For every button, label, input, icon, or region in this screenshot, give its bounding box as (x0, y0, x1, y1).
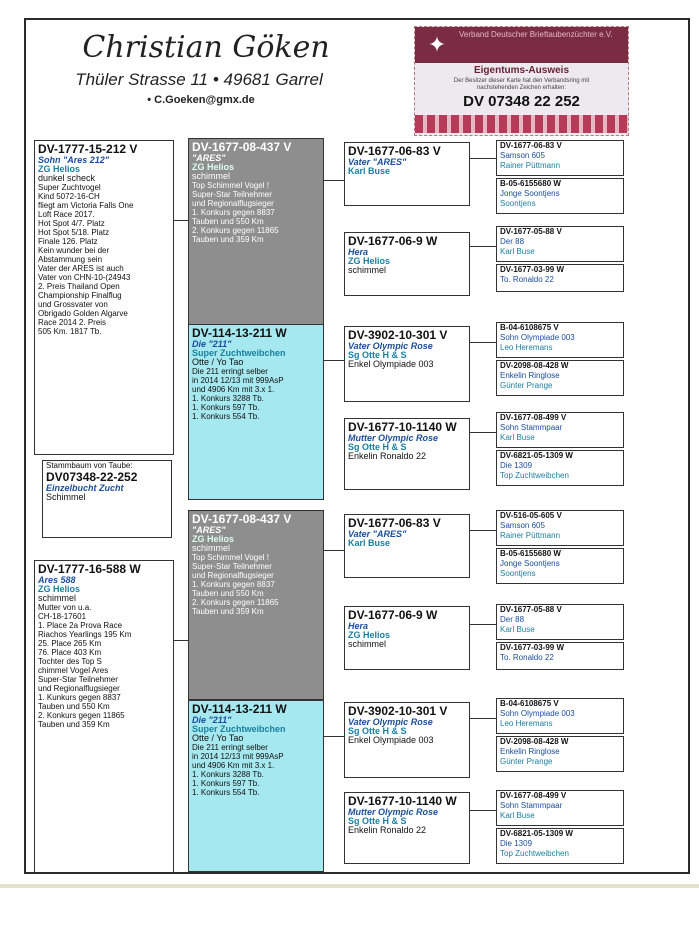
great-grandparent-box (344, 606, 470, 670)
grandparent-team: ZG Helios (192, 162, 235, 172)
great-grandparent-ring: DV-1677-10-1140 W (348, 794, 457, 808)
great-grandparent-team: ZG Helios (348, 630, 391, 640)
ancestor-name: Sohn Olympiade 003 (500, 709, 575, 718)
ancestor-box (496, 698, 624, 734)
connector-line (324, 180, 344, 181)
connector-line (470, 624, 496, 625)
ancestor-breeder: Top Zuchtweibchen (500, 471, 569, 480)
grandparent-notes: Top Schimmel Vogel ! Super-Star Teilnehmer und Regionalflugsieger 1. Konkurs gegen 8837 Tauben und 550 Km 2. Konkurs gegen 11865 Tauben und 359 Km (192, 553, 279, 616)
connector-line (470, 718, 496, 719)
ancestor-box (496, 178, 624, 214)
great-grandparent-team: Sg Otte H & S (348, 726, 407, 736)
stamp-organization: Verband Deutscher Brieftaubenzüchter e.V. (459, 30, 613, 39)
breeder-email: • C.Goeken@gmx.de (147, 94, 255, 106)
ancestor-breeder: Karl Buse (500, 433, 535, 442)
pigeon-logo-icon: ✦ (427, 32, 447, 57)
ancestor-name: Die 1309 (500, 461, 533, 470)
ancestor-box (496, 226, 624, 262)
great-grandparent-team: Sg Otte H & S (348, 816, 407, 826)
great-grandparent-title: Vater "ARES" (348, 529, 407, 539)
ancestor-box (496, 360, 624, 396)
great-grandparent-title: Hera (348, 247, 369, 257)
pedigree-sheet (24, 18, 690, 874)
ancestor-breeder: Günter Prange (500, 381, 553, 390)
subject-box (42, 460, 172, 538)
breeder-address: Thüler Strasse 11 • 49681 Garrel (75, 70, 323, 89)
great-grandparent-team: ZG Helios (348, 256, 391, 266)
ancestor-name: Der 88 (500, 237, 525, 246)
ancestor-breeder: Karl Buse (500, 247, 535, 256)
great-grandparent-title: Mutter Olympic Rose (348, 807, 439, 817)
great-grandparent-team: Sg Otte H & S (348, 350, 407, 360)
great-grandparent-ring: DV-1677-06-9 W (348, 234, 438, 248)
ancestor-name: To. Ronaldo 22 (500, 653, 554, 662)
mother-ring: DV-1777-16-588 W (38, 562, 141, 576)
connector-line (324, 550, 344, 551)
grandparent-color: schimmel (192, 171, 231, 181)
ancestor-box (496, 510, 624, 546)
ancestor-breeder: Karl Buse (500, 811, 535, 820)
connector-line (470, 810, 496, 811)
great-grandparent-ring: DV-1677-06-9 W (348, 608, 438, 622)
mother-notes: Mutter von u.a. CH-18-17601 1. Place 2a Prova Race Riachos Yearlings 195 Km 25. Place 265 Km 76. Place 403 Km Tochter des Top S chimmel Vogel Ares Super-Star Teilnehmer und Regionalflugsieger 1. Kunkurs gegen 8837 Tauben und 550 Km 2. Konkurs gegen 11865 Tauben und 359 Km (38, 603, 132, 729)
great-grandparent-color: Enkelin Ronaldo 22 (348, 825, 427, 835)
ancestor-ring: B-04-6108675 V (500, 323, 559, 332)
subject-color: Schimmel (46, 492, 86, 502)
great-grandparent-team: Karl Buse (348, 166, 391, 176)
grandparent-color: schimmel (192, 543, 231, 553)
ancestor-box (496, 736, 624, 772)
stamp-number: DV 07348 22 252 (463, 93, 580, 110)
connector-line (174, 640, 188, 641)
grandparent-box (188, 324, 324, 500)
mother-team: ZG Helios (38, 584, 81, 594)
great-grandparent-box (344, 514, 470, 578)
connector-line (470, 432, 496, 433)
ancestor-box (496, 790, 624, 826)
grandparent-box (188, 510, 324, 700)
ancestor-ring: DV-1677-05-88 V (500, 605, 562, 614)
great-grandparent-title: Vater Olympic Rose (348, 341, 433, 351)
ancestor-name: Die 1309 (500, 839, 533, 848)
ancestor-name: To. Ronaldo 22 (500, 275, 554, 284)
great-grandparent-ring: DV-1677-10-1140 W (348, 420, 457, 434)
ancestor-name: Jonge Soontjens (500, 559, 560, 568)
great-grandparent-box (344, 142, 470, 206)
ancestor-box (496, 264, 624, 292)
ancestor-ring: DV-1677-06-83 V (500, 141, 562, 150)
great-grandparent-color: Enkel Olympiade 003 (348, 735, 434, 745)
grandparent-team: Super Zuchtweibchen (192, 724, 286, 734)
great-grandparent-ring: DV-3902-10-301 V (348, 328, 448, 342)
great-grandparent-box (344, 702, 470, 778)
ancestor-breeder: Günter Prange (500, 757, 553, 766)
great-grandparent-title: Hera (348, 621, 369, 631)
ancestor-name: Sohn Olympiade 003 (500, 333, 575, 342)
ancestor-breeder: Rainer Püttmann (500, 531, 561, 540)
great-grandparent-box (344, 232, 470, 296)
father-ring: DV-1777-15-212 V (38, 142, 138, 156)
ancestor-name: Sohn Stammpaar (500, 801, 563, 810)
ancestor-ring: DV-1677-05-88 V (500, 227, 562, 236)
connector-line (470, 342, 496, 343)
page-bottom-line (0, 884, 699, 888)
great-grandparent-ring: DV-3902-10-301 V (348, 704, 448, 718)
ancestor-ring: DV-1677-08-499 V (500, 413, 567, 422)
breeder-name: Christian Göken (82, 30, 330, 65)
grandparent-box (188, 700, 324, 872)
ancestor-name: Jonge Soontjens (500, 189, 560, 198)
grandparent-title: Die "211" (192, 715, 232, 725)
ancestor-box (496, 322, 624, 358)
grandparent-notes: Die 211 erringt selber in 2014 12/13 mit 999AsP und 4906 Km mit 3.x 1. 1. Konkurs 3288 Tb. 1. Konkurs 597 Tb. 1. Konkurs 554 Tb. (192, 367, 284, 421)
subject-ring: DV07348-22-252 (46, 470, 138, 484)
father-notes: Super Zuchtvogel Kind 5072-16-CH fliegt am Victoria Falls One Loft Race 2017. Hot Spot 4/7. Platz Hot Spot 5/18. Platz Finale 126. Platz Kein wunder bei der Abstammung sein Vater der ARES ist auch Vater von CHN-10-(24943 2. Preis Thailand Open Championship Finalflug und Grossvater von Obrigado Golden Algarve Race 2014 2. Preis 505 Km. 1817 Tb. (38, 183, 134, 336)
ancestor-ring: DV-2098-08-428 W (500, 737, 569, 746)
great-grandparent-title: Vater "ARES" (348, 157, 407, 167)
grandparent-ring: DV-114-13-211 W (192, 702, 287, 716)
grandparent-team: ZG Helios (192, 534, 235, 544)
ancestor-ring: B-05-6155680 W (500, 549, 561, 558)
grandparent-color: Otte / Yo Tao (192, 357, 244, 367)
ownership-stamp (414, 26, 629, 136)
great-grandparent-box (344, 418, 470, 490)
grandparent-title: Die "211" (192, 339, 232, 349)
connector-line (470, 158, 496, 159)
grandparent-team: Super Zuchtweibchen (192, 348, 286, 358)
stamp-strip (415, 115, 628, 133)
ancestor-breeder: Soontjens (500, 199, 536, 208)
grandparent-title: "ARES" (192, 525, 226, 535)
stamp-subtitle: Der Besitzer dieser Karte hat den Verbandsring mit nachstehenden Zeichen erhalten: (453, 78, 590, 91)
grandparent-title: "ARES" (192, 153, 226, 163)
ancestor-breeder: Leo Heremans (500, 719, 553, 728)
great-grandparent-color: Enkelin Ronaldo 22 (348, 451, 427, 461)
great-grandparent-color: schimmel (348, 639, 387, 649)
great-grandparent-ring: DV-1677-06-83 V (348, 144, 441, 158)
ancestor-name: Samson 605 (500, 151, 545, 160)
ancestor-ring: DV-1677-03-99 W (500, 265, 565, 274)
ancestor-breeder: Rainer Püttmann (500, 161, 561, 170)
ancestor-ring: DV-516-05-605 V (500, 511, 562, 520)
ancestor-box (496, 450, 624, 486)
ancestor-box (496, 604, 624, 640)
connector-line (470, 246, 496, 247)
mother-title: Ares 588 (38, 575, 76, 585)
grandparent-box (188, 138, 324, 326)
father-color: dunkel scheck (38, 173, 96, 183)
ancestor-box (496, 140, 624, 176)
ancestor-ring: DV-6821-05-1309 W (500, 451, 573, 460)
ancestor-ring: B-04-6108675 V (500, 699, 559, 708)
subject-label: Einzelbucht Zucht (46, 483, 124, 493)
ancestor-breeder: Karl Buse (500, 625, 535, 634)
ancestor-breeder: Leo Heremans (500, 343, 553, 352)
ancestor-box (496, 642, 624, 670)
great-grandparent-ring: DV-1677-06-83 V (348, 516, 441, 530)
ancestor-name: Der 88 (500, 615, 525, 624)
subject-caption: Stammbaum von Taube: (46, 461, 133, 470)
ancestor-box (496, 548, 624, 584)
great-grandparent-color: Enkel Olympiade 003 (348, 359, 434, 369)
ancestor-box (496, 828, 624, 864)
ancestor-name: Sohn Stammpaar (500, 423, 563, 432)
ancestor-name: Samson 605 (500, 521, 545, 530)
ancestor-breeder: Soontjens (500, 569, 536, 578)
stamp-header (415, 27, 628, 63)
grandparent-ring: DV-114-13-211 W (192, 326, 287, 340)
mother-color: schimmel (38, 593, 77, 603)
connector-line (324, 360, 344, 361)
great-grandparent-team: Karl Buse (348, 538, 391, 548)
ancestor-name: Enkelin Ringlose (500, 747, 560, 756)
ancestor-ring: B-05-6155680 W (500, 179, 561, 188)
mother-box (34, 560, 174, 874)
great-grandparent-box (344, 792, 470, 864)
great-grandparent-title: Mutter Olympic Rose (348, 433, 439, 443)
father-title: Sohn "Ares 212" (38, 155, 110, 165)
grandparent-color: Otte / Yo Tao (192, 733, 244, 743)
connector-line (174, 220, 188, 221)
ancestor-ring: DV-2098-08-428 W (500, 361, 569, 370)
ancestor-box (496, 412, 624, 448)
father-team: ZG Helios (38, 164, 81, 174)
father-box (34, 140, 174, 455)
ancestor-ring: DV-6821-05-1309 W (500, 829, 573, 838)
connector-line (324, 736, 344, 737)
ancestor-breeder: Top Zuchtweibchen (500, 849, 569, 858)
great-grandparent-team: Sg Otte H & S (348, 442, 407, 452)
great-grandparent-box (344, 326, 470, 402)
ancestor-ring: DV-1677-08-499 V (500, 791, 567, 800)
stamp-title: Eigentums-Ausweis (473, 65, 570, 76)
grandparent-ring: DV-1677-08-437 V (192, 512, 292, 526)
ancestor-ring: DV-1677-03-99 W (500, 643, 565, 652)
grandparent-notes: Top Schimmel Vogel ! Super-Star Teilnehmer und Regionalflugsieger 1. Konkurs gegen 8837 Tauben und 550 Km 2. Konkurs gegen 11865 Tauben und 359 Km (192, 181, 279, 244)
great-grandparent-title: Vater Olympic Rose (348, 717, 433, 727)
grandparent-notes: Die 211 erringt selber in 2014 12/13 mit 999AsP und 4906 Km mit 3.x 1. 1. Konkurs 3288 Tb. 1. Konkurs 597 Tb. 1. Konkurs 554 Tb. (192, 743, 284, 797)
ancestor-name: Enkelin Ringlose (500, 371, 560, 380)
connector-line (470, 530, 496, 531)
grandparent-ring: DV-1677-08-437 V (192, 140, 292, 154)
great-grandparent-color: schimmel (348, 265, 387, 275)
